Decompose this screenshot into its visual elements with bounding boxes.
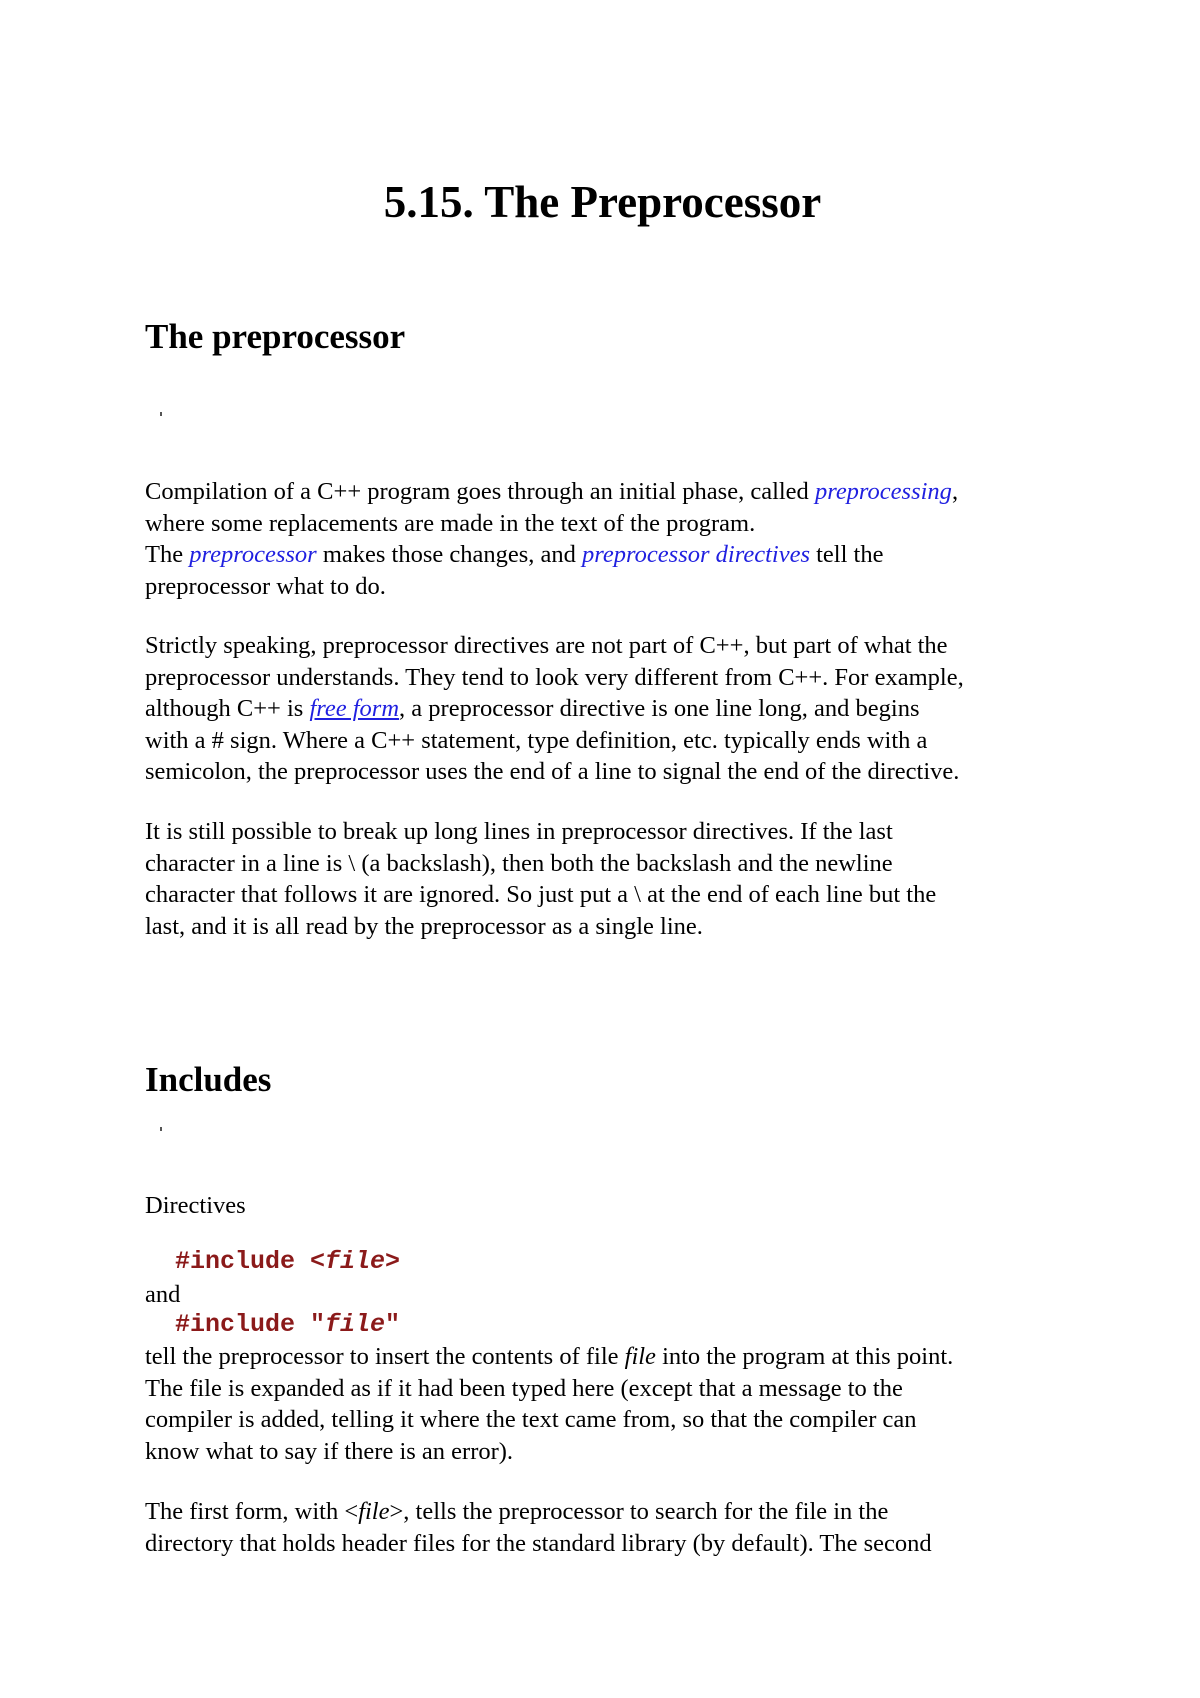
section-heading-preprocessor: The preprocessor	[145, 317, 406, 356]
text-line: directory that holds header files for the standard library (by default). The second	[145, 1529, 932, 1557]
paragraph-long-lines	[145, 816, 1075, 942]
text-line: tell the preprocessor to insert the contents of file file into the program at this point.	[145, 1343, 954, 1370]
text-line: character that follows it are ignored. So just put a \ at the end of each line but the	[145, 881, 937, 908]
text-line: It is still possible to break up long lines in preprocessor directives. If the last	[145, 818, 893, 845]
paragraph-include-explanation	[145, 1341, 1075, 1467]
text-line: compiler is added, telling it where the text came from, so that the compiler can	[145, 1406, 917, 1433]
text-line: semicolon, the preprocessor uses the end of a line to signal the end of the directive.	[145, 758, 960, 785]
paragraph-first-form	[145, 1496, 1075, 1559]
paragraph-intro	[145, 476, 1075, 602]
text-line: although C++ is free form, a preprocessor directive is one line long, and begins	[145, 695, 920, 722]
text-line: The file is expanded as if it had been typed here (except that a message to the	[145, 1374, 903, 1402]
text-line: Compilation of a C++ program goes through an initial phase, called preprocessing,	[145, 478, 959, 505]
term-preprocessor-directives: preprocessor directives	[582, 541, 810, 568]
and-word: and	[145, 1281, 181, 1308]
text-line: know what to say if there is an error).	[145, 1437, 514, 1465]
text-line: last, and it is all read by the preprocessor as a single line.	[145, 912, 703, 940]
page-title: 5.15. The Preprocessor	[383, 177, 822, 227]
text-line: preprocessor what to do.	[145, 572, 386, 600]
anchor-mark	[160, 1127, 162, 1131]
directives-label: Directives	[145, 1192, 246, 1219]
text-line: The first form, with <file>, tells the preprocessor to search for the file in the	[145, 1498, 889, 1525]
free-form-link[interactable]: free form	[309, 695, 400, 722]
anchor-mark	[160, 412, 162, 416]
text-line: preprocessor understands. They tend to look very different from C++. For example,	[145, 663, 964, 691]
code-include-angle: #include <file>	[175, 1247, 401, 1276]
text-line: The preprocessor makes those changes, and preprocessor directives tell the	[145, 541, 884, 568]
code-include-quote: #include "file"	[175, 1310, 401, 1339]
text-line: with a # sign. Where a C++ statement, type definition, etc. typically ends with a	[145, 726, 928, 754]
text-line: Strictly speaking, preprocessor directives are not part of C++, but part of what the	[145, 632, 948, 659]
term-preprocessing: preprocessing	[814, 478, 952, 505]
paragraph-strictly-speaking	[145, 630, 1075, 788]
term-preprocessor: preprocessor	[189, 541, 317, 568]
text-line: character in a line is \ (a backslash), then both the backslash and the newline	[145, 849, 893, 877]
section-heading-includes: Includes	[145, 1060, 272, 1099]
text-line: where some replacements are made in the text of the program.	[145, 509, 756, 537]
